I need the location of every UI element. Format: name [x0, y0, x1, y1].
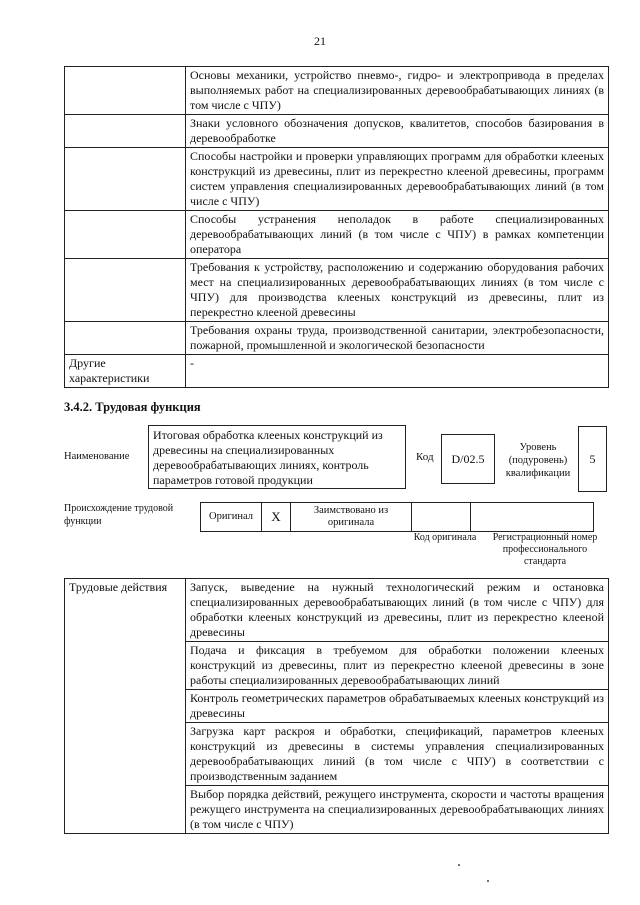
table-row	[65, 148, 609, 211]
registration-number-caption: Регистрационный номер профессионального стандарта	[492, 532, 598, 567]
qualification-level-box: 5	[578, 426, 607, 492]
table-cell-text: Требования охраны труда, производственной санитарии, электробезопасности, пожарной, промышленной и экологической безопасности	[186, 322, 609, 355]
page-number: 21	[314, 34, 326, 48]
table-cell-label	[65, 259, 186, 322]
table-cell-label	[65, 322, 186, 355]
table-row	[65, 115, 609, 148]
table-row	[65, 211, 609, 259]
other-characteristics-value: -	[186, 355, 609, 388]
section-title: 3.4.2. Трудовая функция	[64, 400, 201, 414]
table-row	[65, 355, 609, 388]
table-cell-text: Подача и фиксация в требуемом для обработки положении клееных конструкций из древесины, плит из перекрестно клееной древесины в зоне работы специализированных деревообрабатывающих линий	[186, 642, 609, 690]
table-cell-label	[65, 211, 186, 259]
origin-label: Происхождение трудовой функции	[64, 503, 174, 527]
table-cell-text: Способы настройки и проверки управляющих программ для обработки клееных конструкций из древесины, плит из перекрестно клееной древесины, программ систем управления специализированных деревообрабатывающих линий (в том числе с ЧПУ)	[186, 148, 609, 211]
borrowed-cell: Заимствовано из оригинала	[290, 502, 412, 532]
table-cell-text: Основы механики, устройство пневмо-, гидро- и электропривода в пределах выполняемых работ на специализированных деревообрабатывающих линиях (в том числе с ЧПУ)	[186, 67, 609, 115]
level-label: Уровень (подуровень) квалификации	[505, 442, 571, 479]
table-cell-label	[65, 115, 186, 148]
table-cell-label	[65, 148, 186, 211]
knowledge-table	[64, 66, 609, 388]
table-row	[65, 259, 609, 322]
scan-speck	[458, 864, 460, 866]
table-row	[65, 322, 609, 355]
original-cell: Оригинал	[200, 502, 262, 532]
function-code-box: D/02.5	[441, 434, 495, 484]
table-cell-label	[65, 67, 186, 115]
table-cell-text: Знаки условного обозначения допусков, квалитетов, способов базирования в деревообработке	[186, 115, 609, 148]
table-cell-text: Загрузка карт раскроя и обработки, спецификаций, параметров клееных конструкций из древесины в системы управления специализированных деревообрабатывающих линий (в том числе с ЧПУ) в соответствии с производственным заданием	[186, 723, 609, 786]
labor-actions-label: Трудовые действия	[65, 579, 186, 834]
registration-number-cell	[470, 502, 594, 532]
labor-actions-table	[64, 578, 609, 834]
other-characteristics-label: Другие характеристики	[65, 355, 186, 388]
table-row	[65, 67, 609, 115]
table-cell-text: Требования к устройству, расположению и содержанию оборудования рабочих мест на специализированных деревообрабатывающих линиях (в том числе с ЧПУ) для производства клееных конструкций из древесины, плит из перекрестно клееной древесины	[186, 259, 609, 322]
origin-row	[201, 502, 594, 532]
name-label: Наименование	[64, 451, 130, 462]
table-cell-text: Способы устранения неполадок в работе специализированных деревообрабатывающих линий (в том числе с ЧПУ) в рамках компетенции оператора	[186, 211, 609, 259]
scan-speck	[487, 880, 489, 882]
table-cell-text: Выбор порядка действий, режущего инструмента, скорости и частоты вращения режущего инструмента на специализированных деревообрабатывающих линиях (в том числе с ЧПУ)	[186, 786, 609, 834]
original-mark: X	[261, 502, 291, 532]
code-label: Код	[416, 451, 434, 463]
original-code-caption: Код оригинала	[413, 532, 477, 543]
table-cell-text: Контроль геометрических параметров обрабатываемых клееных конструкций из древесины	[186, 690, 609, 723]
table-cell-text: Запуск, выведение на нужный технологический режим и остановка специализированных деревообрабатывающих линий (в том числе с ЧПУ) для обработки клееных конструкций из древесины, плит из перекрестно клееной древесины	[186, 579, 609, 642]
function-name-box: Итоговая обработка клееных конструкций из древесины на специализированных деревообрабатывающих линиях, контроль параметров готовой продукции	[148, 425, 406, 489]
original-code-cell	[411, 502, 471, 532]
table-row	[65, 579, 609, 642]
